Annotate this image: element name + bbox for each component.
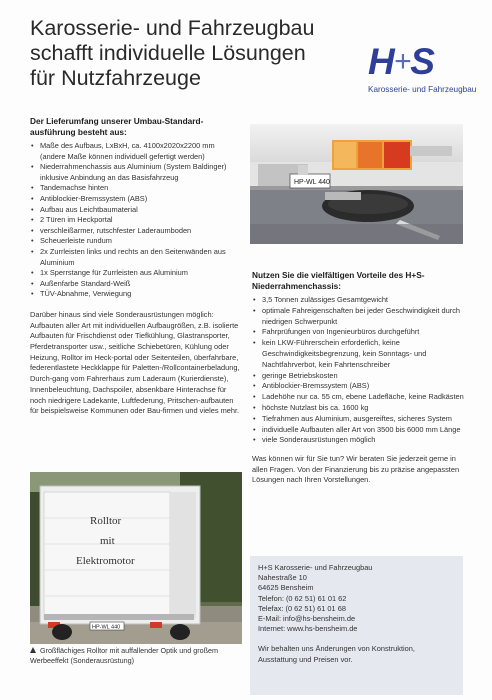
contact-fax: Telefax: (0 62 51) 61 01 68 (258, 603, 346, 613)
special-equipment-text: Darüber hinaus sind viele Sonderausrüstungen möglich: Aufbauten aller Art mit individuellen Aufbaugrößen, z.B. isolierte Aufbauten für Frischdienst oder Tiefkühlung, Glastransporter, Pferdetransporter usw., seitliche Schiebetüren, Kühlung oder Heizung, Rolltor im Heck-portal oder Seitenteilen, überfahrbare, federentlastete Heckklappe für Paletten-/Rollcontainerbeladung, Durch-gang vom Fahrerhaus zum Laderaum (Kurierdienste), Innenbeleuchtung, Dachspoiler, absenkbare Hinterachse für noch niedrigere Ladekante, Luftfederung, Pritschen-aufbauten für beispielsweise Kommunen oder Bau-firmen und vieles mehr. (30, 309, 240, 416)
advantage-list-item: • geringe Betriebskosten (252, 371, 464, 382)
delivery-list-item: • Tandemachse hinten (30, 183, 242, 194)
delivery-list-item: • Scheuerleiste rundum (30, 236, 242, 247)
delivery-list-item: • TÜV-Abnahme, Verwiegung (30, 289, 242, 300)
advantage-list-item: • individuelle Aufbauten aller Art von 3500 bis 6000 mm Länge (252, 425, 464, 436)
contact-box (250, 556, 463, 695)
logo-plus: + (393, 45, 411, 78)
delivery-list-item: • Niederrahmenchassis aus Aluminium (System Baldinger) inklusive Anbindung an das Basisfahrzeug (30, 162, 242, 183)
delivery-section (30, 116, 242, 417)
advantages-list (252, 295, 464, 446)
contact-website[interactable]: Internet: www.hs-bensheim.de (258, 624, 358, 634)
delivery-list-item: • 2 Türen im Heckportal (30, 215, 242, 226)
sign-line-1: Rolltor (90, 515, 122, 527)
delivery-list (30, 141, 242, 300)
contact-company: H+S Karosserie- und Fahrzeugbau (258, 563, 373, 572)
headline-line-1: Karosserie- und Fahrzeugbau (30, 16, 315, 40)
contact-spacer (258, 634, 455, 644)
vehicle-rear-photo (250, 124, 463, 244)
caption-triangle-icon (30, 647, 36, 653)
sign-line-2: mit (100, 535, 115, 547)
rolltor-truck-illustration (30, 472, 242, 644)
delivery-list-item: • Außenfarbe Standard-Weiß (30, 279, 242, 290)
delivery-list-item: • Antiblockier-Bremssystem (ABS) (30, 194, 242, 205)
delivery-list-item: • 2x Zurrleisten links und rechts an den Seitenwänden aus Aluminium (30, 247, 242, 268)
contact-phone: Telefon: (0 62 51) 61 01 62 (258, 593, 347, 603)
advantage-list-item: • Fahrprüfungen von Ingenieurbüros durchgeführt (252, 327, 464, 338)
contact-email[interactable]: E-Mail: info@hs-bensheim.de (258, 614, 356, 624)
advantage-list-item: • optimale Fahreigenschaften bei jeder Geschwindigkeit durch niedrigen Schwerpunkt (252, 306, 464, 328)
delivery-list-item: • 1x Sperrstange für Zurrleisten aus Aluminium (30, 268, 242, 279)
delivery-list-item: • verschleißarmer, rutschfester Laderaumboden (30, 226, 242, 237)
rolltor-truck-photo (30, 472, 242, 644)
delivery-list-item: • Maße des Aufbaus, LxBxH, ca. 4100x2020x2200 mm (andere Maße können individuell gefertigt werden) (30, 141, 242, 162)
photo-caption (30, 646, 242, 666)
advantage-list-item: • kein LKW-Führerschein erforderlich, keine Geschwindigkeitsbegrenzung, kein Sonntags- und Nachtfahrverbot, kein Fahrtenschreiber (252, 338, 464, 370)
legal-note-line-1: Wir behalten uns Änderungen von Konstruktion, (258, 644, 415, 654)
contact-street: Nahestraße 10 (258, 573, 307, 583)
sign-line-3: Elektromotor (76, 555, 135, 567)
bottom-photo-plate: HP-WL 440 (92, 624, 121, 631)
logo-letter-s: S (410, 41, 434, 82)
vehicle-rear-illustration (250, 124, 463, 244)
advantage-list-item: • Tiefrahmen aus Aluminium, ausgereiftes, sicheres System (252, 414, 464, 425)
advantage-list-item: • höchste Nutzlast bis ca. 1600 kg (252, 403, 464, 414)
advantage-list-item: • viele Sonderausrüstungen möglich (252, 435, 464, 446)
logo-subtitle: Karosserie- und Fahrzeugbau (368, 85, 477, 94)
contact-city: 64625 Bensheim (258, 583, 314, 593)
delivery-title: Der Lieferumfang unserer Umbau-Standard-ausführung besteht aus: (30, 116, 204, 137)
logo-mark (368, 41, 468, 83)
headline-line-2: schafft individuelle Lösungen (30, 41, 306, 65)
advantage-list-item: • 3,5 Tonnen zulässiges Gesamtgewicht (252, 295, 464, 306)
advantages-section (252, 270, 464, 486)
advice-text: Was können wir für Sie tun? Wir beraten Sie jederzeit gerne in allen Fragen. Von der Finanzierung bis zu präzise angepassten Lösungen nach Ihren Vorstellungen. (252, 454, 460, 485)
headline (30, 16, 365, 91)
headline-line-3: für Nutzfahrzeuge (30, 66, 201, 90)
advantage-list-item: • Ladehöhe nur ca. 55 cm, ebene Ladefläche, keine Radkästen (252, 392, 464, 403)
hs-logo (368, 41, 477, 94)
logo-letter-h: H (368, 41, 394, 82)
advantage-list-item: • Antiblockier-Bremssystem (ABS) (252, 381, 464, 392)
advantages-title: Nutzen Sie die vielfältigen Vorteile des H+S-Niederrahmenchassis: (252, 270, 425, 291)
top-photo-plate: HP-WL 440 (294, 179, 330, 186)
legal-note-line-2: Ausstattung und Preisen vor. (258, 654, 353, 664)
delivery-list-item: • Aufbau aus Leichtbaumaterial (30, 205, 242, 216)
caption-text: Großflächiges Rolltor mit auffallender Optik und großem Werbeeffekt (Sonderausrüstung) (30, 646, 219, 665)
